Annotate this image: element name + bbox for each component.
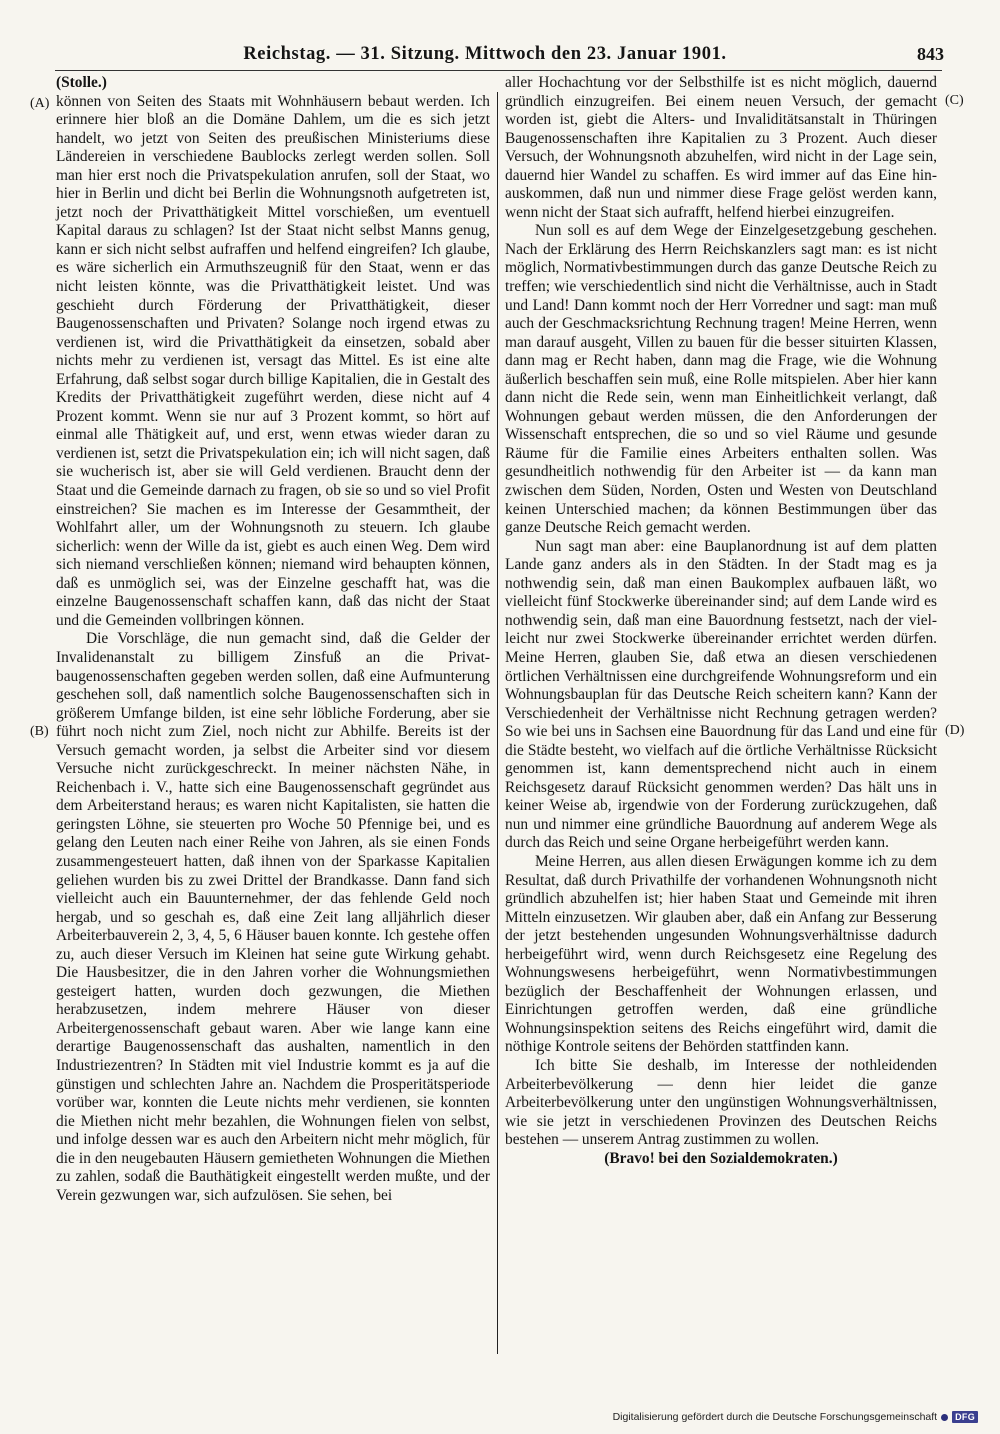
right-paragraph-4: Meine Herren, aus allen diesen Erwägungen komme ich zu dem Resultat, daß durch Privathilfe der vorhandenen Wohnungsnoth nicht gründlich abzuhelfen ist; hier haben Staat und Gemeinde mit ihren Mitteln einzusetzen. Wir glauben aber, daß ein Anfang zur Besserung der jetzt bestehenden ungesunden Wohnungsverhältnisse dadurch herbeigeführt wird, wenn durch Reichsgesetz eine Regelung des Wohnungswesens herbeigeführt, wenn Normativbestimmungen bezüglich der Beschaffenheit der Wohnungen erlassen, und Einrichtungen getroffen werden, daß eine gründliche Wohnungsinspektion seitens des Reichs eingeführt wird, damit die nöthige Kontrole seitens der Behörden stattfinden kann. [505, 852, 937, 1056]
footer-credit: Digitalisierung gefördert durch die Deutsche Forschungsgemeinschaft [612, 1411, 938, 1423]
column-divider [497, 92, 498, 1354]
digitization-footer [613, 1411, 978, 1423]
running-head: Reichstag. — 31. Sitzung. Mittwoch den 23. Januar 1901. [243, 44, 727, 64]
right-paragraph-2: Nun soll es auf dem Wege der Einzelgesetzgebung geschehen. Nach der Erklärung des Herrn Reichskanzlers sagt man: es ist nicht möglich, Normativbestimmungen durch das ganze Deutsche Reich zu treffen; wie verschiedentlich sind nicht die Verhältnisse, auch in Stadt und Land! Dann kommt noch der Herr Vorredner und sagt: man muß auch der Geschmacksrichtung Rechnung tragen! Meine Herren, wenn man darauf ausgeht, Villen zu bauen für die besser situirten Klassen, dann mag er Recht haben, dann mag die Frage, wie die Wohnung äußerlich beschaffen sein muß, eine Rolle mitspielen. Aber hier kann dann nicht die Rede sein, wenn man Einheitlichkeit verlangt, daß Wohnungen gebaut werden müssen, die den Anforderungen der Wissenschaft entsprechen, die so und so viel Räume und gesunde Räume für die Familie eines Arbeiters enthalten sollen. Was gesundheitlich nothwendig für den Arbeiter ist — da kann man zwischen dem Süden, Norden, Osten und Westen von Deutschland keinen Unterschied machen; da können Bestimmungen über das ganze Deutsche Reich gemacht werden. [505, 222, 937, 537]
dfg-dot-icon [941, 1414, 948, 1421]
dfg-logo: DFG [952, 1411, 978, 1423]
left-column [56, 74, 490, 1205]
right-paragraph-3: Nun sagt man aber: eine Bauplanordnung ist auf dem platten Lande ganz anders als in den Städten. In der Stadt mag es ja nothwendig sein, daß man einen Baukomplex aufbauen läßt, wo vielleicht fünf Stockwerke übereinander sind; auf dem Lande wird es nothwendig sein, daß man eine Bauordnung festsetzt, nach der vielleicht nur zwei Stockwerke übereinander errichtet werden dürfen. Meine Herren, glauben Sie, daß etwa an diesen verschiedenen örtlichen Verhältnissen eine durchgreifende Wohnungsreform und ein Wohnungsbauplan für das Deutsche Reich scheitern kann? Kann der Verschiedenheit der Verhältnisse nicht Rechnung getragen werden? So wie bei uns in Sachsen eine Bauordnung für das Land und eine für die Städte besteht, wo vielfach auf die örtliche Verhältnisse Rücksicht genommen ist, kann dementsprechend nicht auch in einem Reichsgesetz darauf Rücksicht genommen werden? Das hält uns in keiner Weise ab, irgendwie von der Forderung zurückzugehen, daß nun und nimmer eine gründliche Bauordnung auf anderem Wege als durch das Reich und seine Organe herbeigeführt werden kann. [505, 537, 937, 852]
left-paragraph-1: können von Seiten des Staats mit Wohnhäusern bebaut werden. Ich erinnere hier bloß an die Domäne Dahlem, um die es sich jetzt handelt, wo jetzt von Seiten des preußischen Ministeriums diese Ländereien in verschiedene Baublocks zerlegt werden sollen. Soll man hier erst noch die Privatspekulation anrufen, soll der Staat, wo hier in Berlin und dicht bei Berlin die Wohnungsnoth aufgetreten ist, jetzt noch der Privatthätigkeit Mittel vorschießen, um eventuell Kapital daraus zu schlagen? Ist der Staat nicht selbst Manns genug, kann er sich nicht selbst aufraffen und helfend eingreifen? Ich glaube, es wäre sicherlich ein Armuthszeugniß für den Staat, wenn er das nicht leisten könnte, was die Privatthätigkeit leistet. Und was geschieht durch Förderung der Privatthätigkeit, dieser Baugenossenschaften und Privaten? Solange noch irgend etwas zu verdienen ist, wird die Privatthätigkeit da einsetzen, sobald aber nichts mehr zu verdienen ist, versagt das Mittel. Es ist eine alte Erfahrung, daß selbst sogar durch billige Kapitalien, die in Gestalt des Kredits der Privatthätigkeit zugeführt werden, diese nicht auf 4 Prozent kommt. Wenn sie nur auf 3 Prozent kommt, so hört auf einmal alle Thätigkeit auf, und erst, wenn etwas wieder daran zu verdienen ist, setzt die Privatspekulation ein; ich will nicht sagen, daß sie wucherisch ist, aber sie will Geld verdienen. Braucht denn der Staat und die Gemeinde darnach zu fragen, ob sie so und so viel Profit einstreichen? Sie machen es im Interesse der Gesammtheit, der Wohlfahrt aller, um der Wohnungsnoth zu steuern. Ich glaube sicherlich: wenn der Wille da ist, giebt es auch einen Weg. Dem wird sich niemand verschließen können; niemand wird behaupten können, daß es unmöglich sei, was der Einzelne geschafft hat, was die einzelne Baugenossenschaft schaffen kann, daß das nicht der Staat und die Gemeinden vollbringen können. [56, 92, 490, 629]
right-column [505, 74, 937, 1168]
page-number: 843 [917, 44, 944, 64]
margin-marker-a: (A) [30, 96, 50, 111]
applause-note: (Bravo! bei den Sozialdemokraten.) [604, 1149, 838, 1167]
right-paragraph-5: Ich bitte Sie deshalb, im Interesse der nothleidenden Arbeiterbevölkerung — denn hier leidet die ganze Arbeiterbevölkerung unter den ungünstigen Wohnungsverhältnissen, wie sie jetzt in verschiedenen Provinzen des Deutschen Reichs bestehen — unserem Antrag zustimmen zu wollen. [505, 1056, 937, 1149]
speaker-name: (Stolle.) [56, 74, 107, 91]
page-header [30, 42, 944, 72]
margin-marker-c: (C) [945, 93, 964, 108]
right-paragraph-1: aller Hochachtung vor der Selbsthilfe ist es nicht möglich, dauernd gründlich einzugreifen. Bei einem neuen Versuch, der gemacht worden ist, giebt die Alters- und Invaliditätsanstalt in Thüringen Baugenossenschaften ihre Kapitalien zu 3 Prozent. Auch dieser Versuch, der Wohnungsnoth abzuhelfen, wird nicht in der Lage sein, dauernd hier Wandel zu schaffen. Es wird immer auf das Eine hinauskommen, daß nun und nimmer diese Frage gelöst werden kann, wenn nicht der Staat sich aufrafft, helfend hierbei einzugreifen. [505, 74, 937, 221]
header-rule [55, 70, 942, 71]
left-paragraph-2: Die Vorschläge, die nun gemacht sind, daß die Gelder der Invalidenanstalt zu billigem Zinsfuß an die Privatbaugenossenschaften gegeben werden sollen, daß eine Aufmunterung geschehen soll, daß namentlich solche Baugenossenschaften sich in größerem Umfange bilden, ist eine sehr löbliche Forderung, aber sie führt noch nicht zum Ziel, noch nicht zur Abhilfe. Bereits ist der Versuch gemacht worden, ja selbst die Arbeiter sind vor diesem Versuche nicht zurückgeschreckt. In meiner nächsten Nähe, in Reichenbach i. V., hatte sich eine Baugenossenschaft gegründet aus dem Arbeiterstand heraus; es waren nicht Kapitalisten, sie hatten die geringsten Löhne, sie steuerten pro Woche 50 Pfennige bei, und es gelang den Leuten nach einer Reihe von Jahren, als sie einen Fonds zusammengesteuert hatten, daß ihnen von der Sparkasse Kapitalien geliehen wurden bis zu zwei Drittel der Brandkasse. Dann fand sich vielleicht auch ein Bauunternehmer, der das fehlende Geld noch hergab, und so geschah es, daß eine Zeit lang alljährlich dieser Arbeiterbauverein 2, 3, 4, 5, 6 Häuser bauen konnte. Ich gestehe offen zu, auch dieser Versuch im Kleinen hat seine gute Wirkung gehabt. Die Hausbesitzer, die in den Jahren vorher die Wohnungsmiethen gesteigert hatten, wurden doch gezwungen, die Miethen herabzusetzen, indem mehrere Häuser von dieser Arbeitergenossenschaft gebaut waren. Aber wie lange kann eine derartige Baugenossenschaft das aushalten, namentlich in den Industriezentren? In Städten mit viel Industrie kommt es ja auf die günstigen und schlechten Jahre an. Nachdem die Prosperitätsperiode vorüber war, konnten die Leute nichts mehr verdienen, sie konnten die Miethen nicht mehr bezahlen, die Wohnungen fielen von selbst, und infolge dessen war es auch den Arbeitern nicht mehr möglich, für die in den neugebauten Häusern gemietheten Wohnungen die Miethen zu zahlen, sodaß die Bauthätigkeit eingestellt werden mußte, und der Verein gezwungen war, sich aufzulösen. Sie sehen, bei [56, 630, 490, 1204]
margin-marker-d: (D) [945, 723, 965, 738]
margin-marker-b: (B) [30, 724, 49, 739]
